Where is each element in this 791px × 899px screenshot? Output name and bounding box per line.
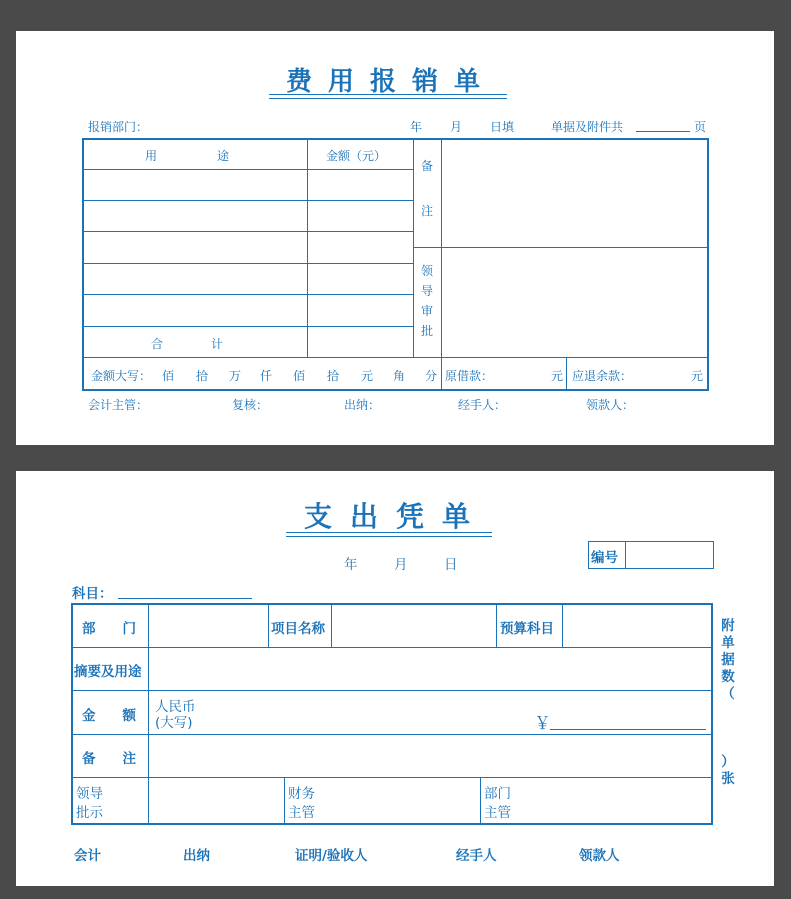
footer-accountant: 会计 <box>74 848 101 864</box>
footer-handler: 经手人 <box>456 848 497 864</box>
year-label: 年 <box>410 120 423 134</box>
footer-review: 复核： <box>232 398 269 412</box>
row-line <box>72 690 712 691</box>
col-amount-header: 金额（元） <box>326 149 387 163</box>
month-label: 月 <box>450 120 463 134</box>
row-line <box>413 247 708 248</box>
col-line-c <box>441 139 442 389</box>
unit-bai2: 佰 <box>293 369 306 383</box>
row-line <box>83 263 413 264</box>
expense-form-title: 费用报销单 <box>286 67 497 97</box>
yen-amount-line[interactable] <box>550 729 706 730</box>
finance-line2: 主管 <box>288 805 315 821</box>
remark-label: 备 注 <box>420 159 433 218</box>
row-line <box>72 734 712 735</box>
col-line <box>496 604 497 647</box>
project-name-label: 项目名称 <box>271 621 325 637</box>
finance-line1: 财务 <box>288 786 315 802</box>
dept-label: 部 门 <box>82 621 136 637</box>
attach-prefix: 单据及附件共 <box>551 120 624 134</box>
dept-manager-line2: 主管 <box>484 805 511 821</box>
footer-cashier: 出纳 <box>183 848 210 864</box>
dept-manager-line1: 部门 <box>484 786 511 802</box>
unit-yuan: 元 <box>361 369 374 383</box>
subject-label: 科目： <box>72 586 113 602</box>
col-line <box>284 777 285 824</box>
title-underline-2 <box>269 98 507 99</box>
row-line <box>83 357 708 358</box>
unit-wan: 万 <box>229 369 242 383</box>
row-line <box>83 294 413 295</box>
day-fill-label: 日填 <box>490 120 515 134</box>
col-line <box>480 777 481 824</box>
row-line <box>83 326 413 327</box>
unit-shi: 拾 <box>196 369 209 383</box>
attach-suffix: 页 <box>694 120 707 134</box>
total-label: 合 计 <box>151 337 224 351</box>
footer-recipient: 领款人： <box>586 398 635 412</box>
attachment-count-top: 附 单 据 数 （ <box>721 618 735 702</box>
rmb-line1: 人民币 <box>155 699 196 715</box>
voucher-title: 支出凭单 <box>304 500 489 533</box>
voucher-title-underline-1 <box>286 532 492 533</box>
row-line <box>83 231 413 232</box>
unit-shi2: 拾 <box>327 369 340 383</box>
col-line-b <box>413 139 414 357</box>
serial-input[interactable] <box>627 542 713 568</box>
leader-approve-label: 领 导 审 批 <box>420 264 433 338</box>
col-line-a <box>307 139 308 357</box>
col-use-header: 用 途 <box>145 149 230 163</box>
summary-label: 摘要及用途 <box>74 664 142 680</box>
row-line <box>83 169 413 170</box>
row-line <box>72 647 712 648</box>
col-line <box>562 604 563 647</box>
col-line <box>268 604 269 647</box>
footer-handler: 经手人： <box>458 398 507 412</box>
col-line <box>331 604 332 647</box>
footer-accounting-supervisor: 会计主管： <box>88 398 149 412</box>
expense-table <box>82 138 709 391</box>
subject-input-line[interactable] <box>118 598 252 599</box>
col-line-d <box>566 357 567 389</box>
row-line <box>72 777 712 778</box>
yen-symbol: ￥ <box>534 714 551 734</box>
remark-label: 备 注 <box>82 751 136 767</box>
attachment-count-bottom: ） 张 <box>721 754 735 787</box>
leader-line1: 领导 <box>76 786 103 802</box>
voucher-year: 年 <box>344 557 358 573</box>
dept-label: 报销部门： <box>88 120 149 134</box>
expense-form-card <box>16 31 774 445</box>
refund-label: 应退余款： <box>572 369 633 383</box>
col-line <box>148 604 149 824</box>
row-line <box>83 200 413 201</box>
attach-count-line[interactable] <box>636 131 690 132</box>
refund-yuan: 元 <box>691 369 704 383</box>
orig-loan-label: 原借款： <box>445 369 494 383</box>
serial-label: 编号 <box>591 550 618 566</box>
unit-bai: 佰 <box>162 369 175 383</box>
voucher-day: 日 <box>444 557 458 573</box>
serial-divider <box>625 542 626 568</box>
footer-cashier: 出纳： <box>344 398 381 412</box>
amount-caps-label: 金额大写： <box>91 369 152 383</box>
unit-jiao: 角 <box>393 369 406 383</box>
payment-voucher-card <box>16 471 774 886</box>
leader-line2: 批示 <box>76 805 103 821</box>
footer-recipient: 领款人 <box>579 848 620 864</box>
budget-subject-label: 预算科目 <box>500 621 554 637</box>
voucher-month: 月 <box>394 557 408 573</box>
unit-qian: 仟 <box>260 369 273 383</box>
footer-verifier: 证明/验收人 <box>295 848 368 864</box>
unit-fen: 分 <box>425 369 438 383</box>
voucher-title-underline-2 <box>286 536 492 537</box>
rmb-line2: (大写) <box>155 715 193 731</box>
title-underline-1 <box>269 94 507 95</box>
orig-loan-yuan: 元 <box>551 369 564 383</box>
amount-label: 金 额 <box>82 708 136 724</box>
